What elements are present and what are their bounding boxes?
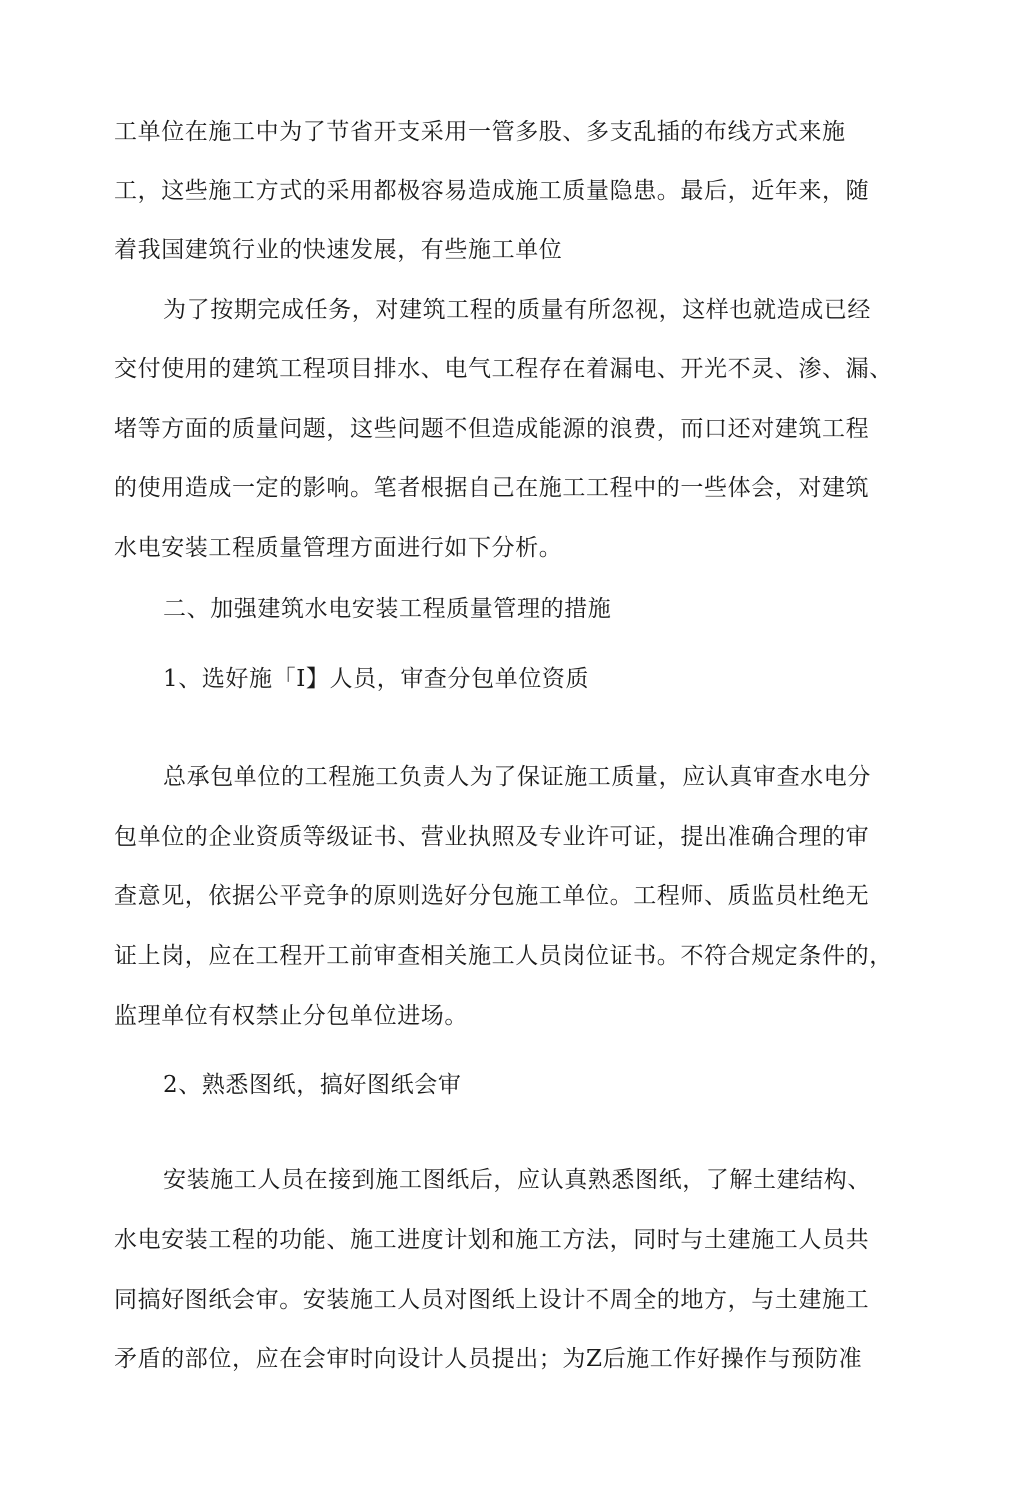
text-line-5: 交付使用的建筑工程项目排水、电气工程存在着漏电、开光不灵、渗、漏、 — [114, 356, 893, 382]
text-line-8: 水电安装工程质量管理方面进行如下分析。 — [114, 535, 563, 561]
text-line-9: 总承包单位的工程施工负责人为了保证施工质量，应认真审查水电分 — [163, 764, 871, 790]
text-line-14: 安装施工人员在接到施工图纸后，应认真熟悉图纸，了解土建结构、 — [163, 1167, 871, 1193]
text-line-15: 水电安装工程的功能、施工进度计划和施工方法，同时与土建施工人员共 — [114, 1227, 870, 1253]
text-line-3: 着我国建筑行业的快速发展，有些施工单位 — [114, 237, 563, 263]
text-line-7: 的使用造成一定的影响。笔者根据自己在施工工程中的一些体会，对建筑 — [114, 475, 870, 501]
section-heading: 二、加强建筑水电安装工程质量管理的措施 — [163, 596, 612, 622]
text-line-10: 包单位的企业资质等级证书、营业执照及专业许可证，提出准确合理的审 — [114, 824, 870, 850]
text-line-13: 监理单位有权禁止分包单位进场。 — [114, 1003, 468, 1029]
text-line-4: 为了按期完成任务，对建筑工程的质量有所忽视，这样也就造成已经 — [163, 297, 871, 323]
text-line-16: 同搞好图纸会审。安装施工人员对图纸上设计不周全的地方，与土建施工 — [114, 1287, 870, 1313]
text-line-11: 查意见，依据公平竞争的原则选好分包施工单位。工程师、质监员杜绝无 — [114, 883, 870, 909]
subheading-2: 2、熟悉图纸，搞好图纸会审 — [163, 1072, 462, 1098]
text-line-2: 工，这些施工方式的采用都极容易造成施工质量隐患。最后，近年来，随 — [114, 178, 870, 204]
text-line-12: 证上岗，应在工程开工前审查相关施工人员岗位证书。不符合规定条件的， — [114, 943, 893, 969]
text-line-1: 工单位在施工中为了节省开支采用一管多股、多支乱插的布线方式来施 — [114, 119, 846, 145]
subheading-1: 1、选好施「I】人员，审查分包单位资质 — [163, 666, 590, 692]
text-line-6: 堵等方面的质量问题，这些问题不但造成能源的浪费，而口还对建筑工程 — [114, 416, 870, 442]
text-line-17: 矛盾的部位，应在会审时向设计人员提出；为Z后施工作好操作与预防准 — [114, 1346, 863, 1372]
